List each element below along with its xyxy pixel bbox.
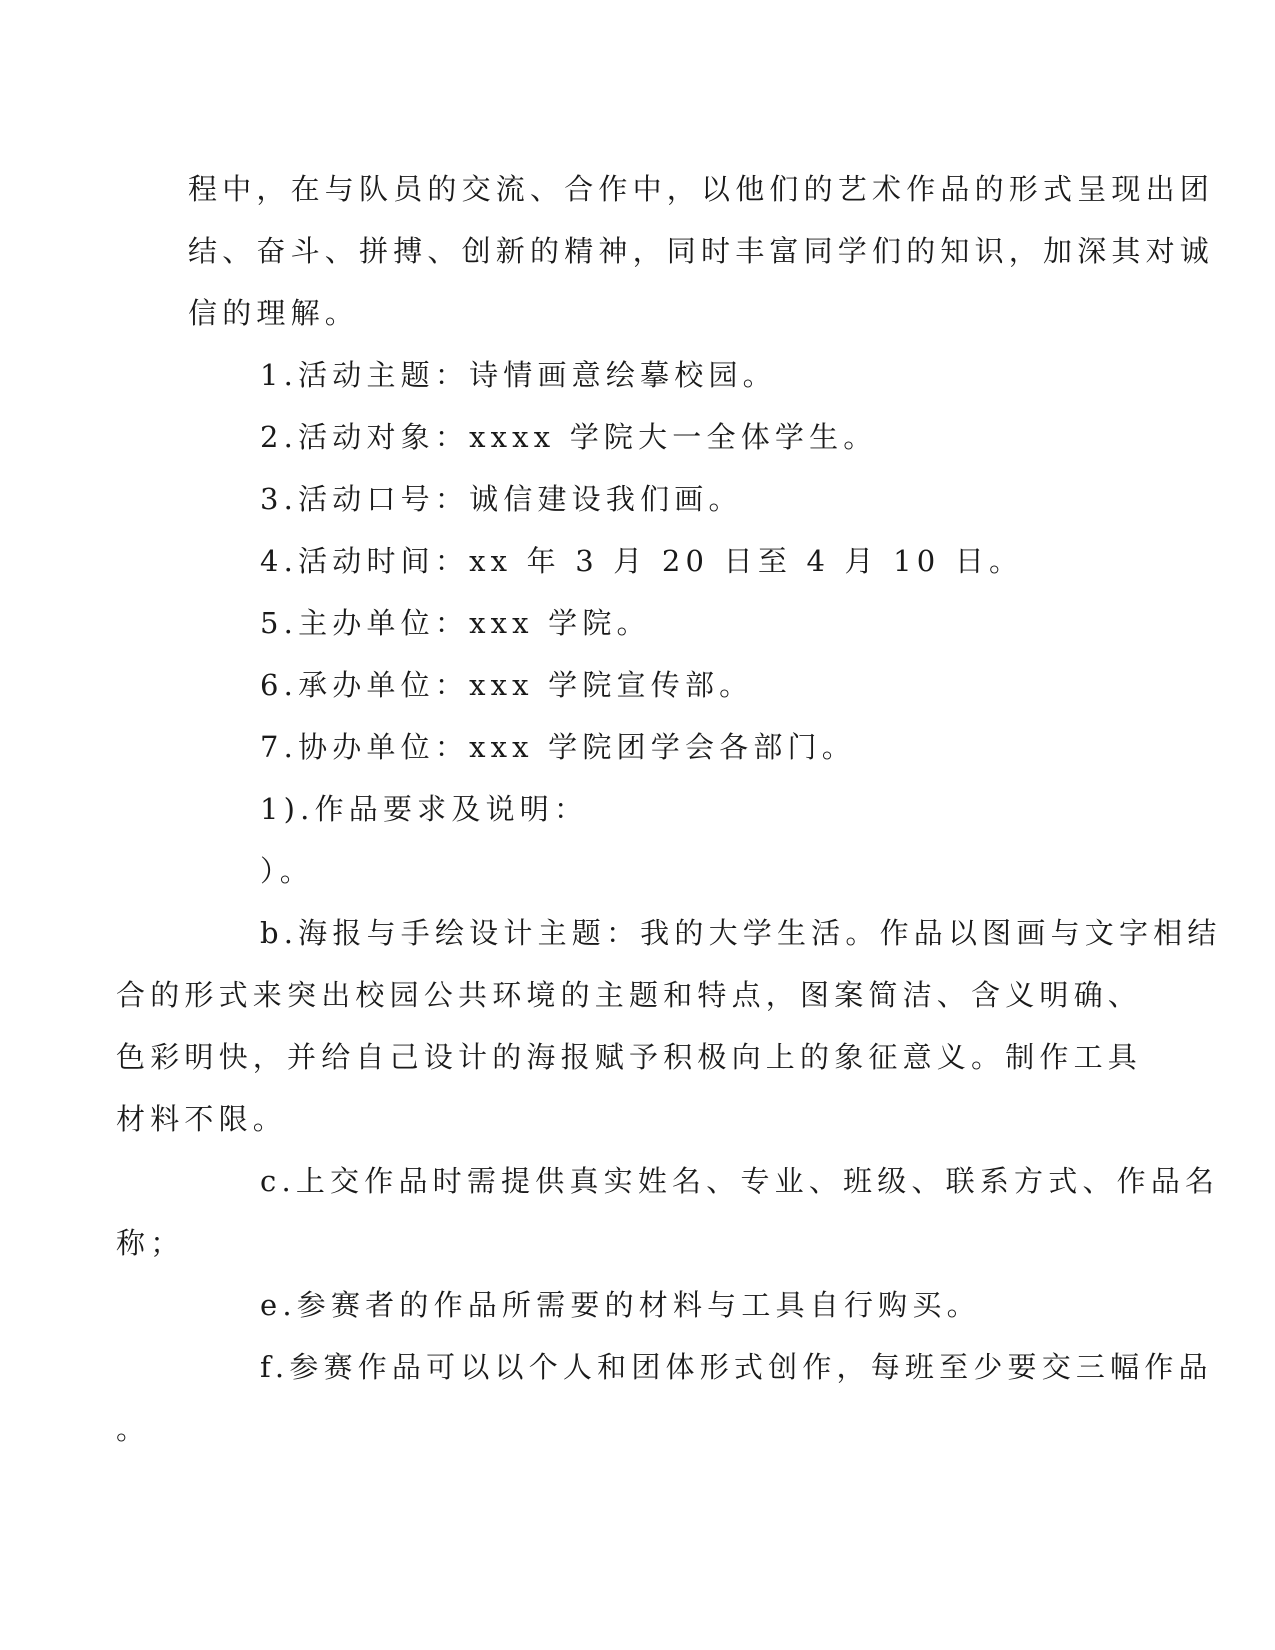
list-item-activity-target	[188, 406, 1068, 468]
text-line: 。	[116, 1412, 151, 1446]
text-line: 6.承办单位：xxx 学院宣传部。	[260, 668, 754, 702]
text-line: 4.活动时间：xx 年 3 月 20 日至 4 月 10 日。	[260, 544, 1024, 578]
text-line: 称；	[116, 1226, 185, 1260]
section-heading-requirements	[188, 778, 1068, 840]
list-item-co-organizer	[188, 716, 1068, 778]
list-item-organizer	[188, 592, 1068, 654]
list-item-host	[188, 654, 1068, 716]
text-line: 材料不限。	[116, 1102, 288, 1136]
text-line: 1.活动主题：诗情画意绘摹校园。	[260, 358, 777, 392]
paragraph-intro	[188, 158, 1215, 344]
requirement-c	[116, 1150, 1220, 1274]
text-line: 1).作品要求及说明：	[260, 792, 589, 826]
text-line: b.海报与手绘设计主题：我的大学生活。作品以图画与文字相结	[260, 916, 1222, 950]
text-line: 7.协办单位：xxx 学院团学会各部门。	[260, 730, 856, 764]
text-line: ）。	[260, 854, 314, 888]
fragment-line	[188, 840, 1068, 902]
requirement-b	[116, 902, 1222, 1150]
text-line: 合的形式来突出校园公共环境的主题和特点，图案简洁、含义明确、	[116, 978, 1143, 1012]
text-line: f.参赛作品可以以个人和团体形式创作，每班至少要交三幅作品	[260, 1350, 1213, 1384]
text-line: 3.活动口号：诚信建设我们画。	[260, 482, 743, 516]
document-body	[116, 158, 1222, 1460]
text-line: c.上交作品时需提供真实姓名、专业、班级、联系方式、作品名	[260, 1164, 1220, 1198]
text-line: 色彩明快，并给自己设计的海报赋予积极向上的象征意义。制作工具	[116, 1040, 1143, 1074]
text-line: 信的理解。	[188, 296, 360, 330]
text-line: e.参赛者的作品所需要的材料与工具自行购买。	[260, 1288, 981, 1322]
list-item-activity-time	[188, 530, 1068, 592]
requirement-e	[188, 1274, 1068, 1336]
text-line: 结、奋斗、拼搏、创新的精神，同时丰富同学们的知识，加深其对诚	[188, 234, 1215, 268]
text-line: 程中，在与队员的交流、合作中，以他们的艺术作品的形式呈现出团	[188, 172, 1215, 206]
requirement-f	[116, 1336, 1213, 1460]
text-line: 5.主办单位：xxx 学院。	[260, 606, 651, 640]
text-line: 2.活动对象：xxxx 学院大一全体学生。	[260, 420, 878, 454]
list-item-activity-slogan	[188, 468, 1068, 530]
list-item-activity-theme	[188, 344, 1068, 406]
